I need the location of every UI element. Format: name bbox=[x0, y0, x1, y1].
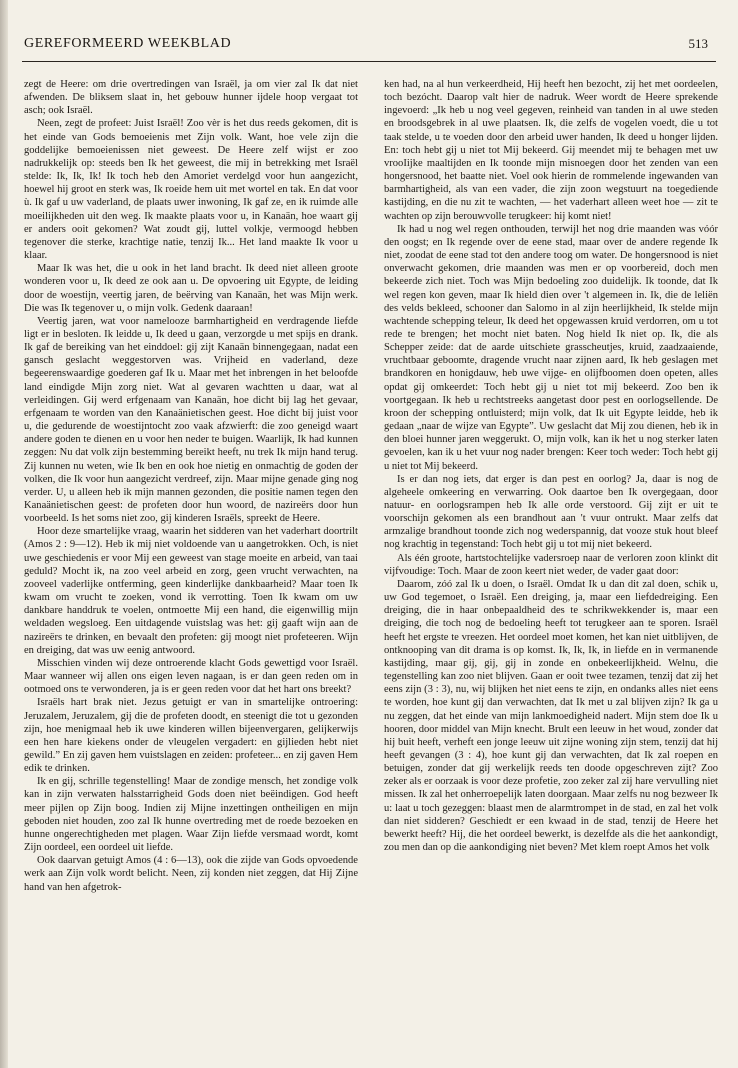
publication-title: GEREFORMEERD WEEKBLAD bbox=[24, 36, 232, 51]
page-header bbox=[22, 36, 714, 62]
paragraph: Misschien vinden wij deze ontroerende klacht Gods gewettigd voor Israël. Maar wanneer wij allen ons eigen leven nagaan, is er dan geen reden om in ootmoed ons te verwonderen, ja is er geen reden voor dat het hart ons breekt? bbox=[24, 657, 358, 696]
paragraph: Is er dan nog iets, dat erger is dan pest en oorlog? Ja, daar is nog de algeheele omkeering en verwarring. Ook daartoe ben Ik overgegaan, door natuur- en oorlogsrampen heb Ik alle orde verstoord. Gij zijt er uit te voorschijn gekomen als een brandhout aan 't vuur ontrukt. Maar zelfs dat armzalige brandhout toonde zich nog wederspannig, dat vooze stuk hout bleef nog krachtig in tegenstand: Toch hebt gij u tot mij niet bekeerd. bbox=[384, 473, 718, 551]
paragraph: Ik en gij, schrille tegenstelling! Maar de zondige mensch, het zondige volk kan in zijn verwaten halsstarrigheid Gods doen niet beëindigen. God heeft meer pijlen op Zijn boog. Indien zij Mijne inzettingen ontheiligen en mijn geboden niet houden, zoo zal Ik hunne overtreding met de roede bezoeken en hunne ongerechtigheden met plagen. Waar Zijn liefde versmaad wordt, komt Zijn oordeel, een oordeel uit liefde. bbox=[24, 776, 358, 854]
header-rule bbox=[22, 61, 716, 62]
paragraph: Ik had u nog wel regen onthouden, terwijl het nog drie maanden was vóór den oogst; en Ik regende over de eene stad, maar over de andere regende Ik niet, zoodat de eene stad tot den andere toog om water. De hongersnood is niet onverwacht gekomen, drie maanden was men er op voorbereid, doch men bekeerde zich niet. Toch was Mijn bedoeling zoo duidelijk. Ik toonde, dat Ik wel regen kon geven, maar Ik hield dien over 't algemeen in. Ik, die de leliën des velds bekleed, schooner dan Salomo in al zijn heerlijkheid, Ik stelde mijn wachtende schepping teleur, Ik deed het opgewassen kruid verdorren, om u tot rede te brengen; het mocht niet baten. Nog hield Ik niet op. Ik, die als Schepper zeide: dat de aarde uitschiete grasscheutjes, kruid, zaadzaaiende, vruchtbaar geboomte, dragende vrucht naar zijnen aard, Ik heb geslagen met brandkoren en honigdauw, heb uwe vijge- en olijfboomen doen opeten, alles opdat gij omkeerdet: Toch hebt gij u niet tot mij bekeerd. Zoo ben ik voortgegaan. Ik heb u rechtstreeks aangetast door pest en oorlogsellende. De kroon der schepping ontluisterd; mijn volk, dat Ik uit Egypte leidde, heb ik gedaan „naar de wijze van Egypte”. Uw geslacht dat Mij zou dienen, heb ik in den bloei hunner jaren weggerukt. O, mijn volk, kan ik het u nog sterker laten gevoelen, kan ik u het vuur nog nader brengen: Keer toch weder: Toch hebt gij u niet tot Mij bekeerd. bbox=[384, 223, 718, 472]
paragraph: ken had, na al hun verkeerdheid, Hij heeft hen bezocht, zij het met oordeelen, toch bezócht. Daarop valt hier de nadruk. Weer wordt de Heere sprekende ingevoerd: „Ik heb u nog veel gegeven, reinheid van tanden in al uwe steden en broodsgebrek in al uwe plaatsen. Ik, die zelfs de vogelen voedt, die u tot taak stelde, u te voeden door den arbeid uwer handen, Ik deed u honger lijden. En: toch hebt gij u niet tot Mij bekeerd. Gij meendet mij te behagen met uw vrooIijke maaltijden en Ik toonde mijn misnoegen door het zenden van een hongersnood, het baatte niet. Voel ook hierin de rommelende ingewanden van barmhartigheid, als van een vader, die zijn zoon wegstuurt na toegediende kastijding, en die nu zit te wachten, — het vaderhart alleen weet hoe — zit te wachten op zijn berouwvolle terugkeer: hij komt niet! bbox=[384, 79, 718, 222]
paragraph: Neen, zegt de profeet: Juist Israël! Zoo vèr is het dus reeds gekomen, dit is het einde van Gods bemoeienis met Zijn volk. Want, hoe vele zijn die goddelijke bemoeienissen niet geweest. De Heere zelf wijst er zoo nadrukkelijk op: steeds ben Ik het geweest, die mij in betrekking met Israël stelde: Ik, Ik, Ik! Ik toch heb den Amoriet verdelgd voor hun aangezicht, hoewel hij groot en sterk was, Ik roeide hem uit met wortel en tak. En dat voor ù. Ik gaf u uw vaderland, de plaats uwer inwoning, Ik gaf ze, en ik ruimde alle moeilijkheden uit den weg. Ik maakte plaats voor u, in Kanaän, hoe waart gij er anders ooit gekomen? Wat zoudt gij, luttel volkje, vermoogd hebben tegenover die sterke, krachtige natie, tenzij Ik... Het land maakte Ik voor u klaar. bbox=[24, 118, 358, 262]
page-number: 513 bbox=[688, 36, 708, 51]
paragraph: Maar Ik was het, die u ook in het land bracht. Ik deed niet alleen groote wonderen voor u, Ik deed ze ook aan u. De opvoering uit Egypte, de leiding door de woestijn, veertig jaren, de beërving van Kanaän, het was Mijn werk. Die was Ik tegenover u, o mijn volk. Gedenk daaraan! bbox=[24, 263, 358, 314]
binding-edge bbox=[0, 0, 8, 1068]
paragraph: zegt de Heere: om drie overtredingen van Israël, ja om vier zal Ik dat niet afwenden. De bliksem slaat in, het gebouw hunner ijdele hoop vergaat tot asch; ook Israël. bbox=[24, 79, 358, 117]
paragraph: Israëls hart brak niet. Jezus getuigt er van in smartelijke ontroering: Jeruzalem, Jeruzalem, gij die de profeten doodt, en steenigt die tot u gezonden zijn, hoe menigmaal heb ik uwe kinderen willen bijeenvergaren, gelijkerwijs een hen hare kiekens onder de vleugelen vergadert: en gijlieden hebt niet gewild.” En zij gaven hem vuistslagen en zeiden: profeteer... en zij gaven Hem edik te drinken. bbox=[24, 697, 358, 775]
paragraph: Daarom, zóó zal Ik u doen, o Israël. Omdat Ik u dan dit zal doen, schik u, uw God tegemoet, o Israël. Een dreiging, ja, maar een liefdedreiging. Een dreiging, die in haar onbepaaldheid des te schrikwekkender is, maar een dreiging, die toch nog de bedoeling heeft tot terugkeer aan te sporen. Israël heeft het ergste te vreezen. Het oordeel moet komen, het kan niet uitblijven, de ontknooping van dit drama is op komst. Ik, Ik, Ik, in liefde en in vermanende kastijding, maar gij, gij, gij in zonde en onbekeerlijkheid. Welnu, die tegenstelling kan zoo niet blijven. Gaan er ooit twee tezamen, tenzij dat zij het eens zijn (3 : 3), nu, wij blijken het niet eens te zijn, en ondanks alles niet eens te worden, hoe kunt gij dan verwachten, dat Ik met u zal blijven zijn? Ik ga u nu zeggen, dat het einde van mijn lankmoedigheid nadert. Mijn stem doe Ik u hooren, door middel van Mijn knecht. Brult een leeuw in het woud, zonder dat hij buit heeft, verheft een jonge leeuw uit zijne woning zijn stem, tenzij dat hij heeft gevangen (3 : 4), hoe kunt gij dan verwachten, dat Ik zal roepen en betuigen, zonder dat gij werkelijk reeds ten doode opgeschreven zijt? Zoo zeker als er oorzaak is voor deze profetie, zoo zeker zal zij hare vervulling niet missen. Ik zal het onherroepelijk laten doorgaan. Maar zelfs nu nog bezweer Ik u: laat u toch gezeggen: blaast men de alarmtrompet in de stad, en zal het volk dan niet sidderen? Geschiedt er een kwaad in de stad, tenzij de Heere het bewerkt heeft? Hij, die het oordeel bewerkt, is dezelfde als die het aankondigt, zou men dan op die aankondiging niet beven? Met klem roept Amos het volk bbox=[384, 578, 718, 854]
paragraph: Ook daarvan getuigt Amos (4 : 6—13), ook die zijde van Gods opvoedende werk aan Zijn volk wordt belicht. Neen, zij konden niet zeggen, dat Hij Zijne hand van hen afgetrok- bbox=[24, 855, 358, 893]
paragraph: Hoor deze smartelijke vraag, waarin het sidderen van het vaderhart doortrilt (Amos 2 : 9—12). Heb ik mij niet voldoende van u aangetrokken. Och, is niet uwe geschiedenis er voor Mij een geweest van stage moeite en arbeid, van taai geduld? Mocht ik, na zoo veel arbeid en zorg, geen vrucht verwachten, na zooveel vaderlijke ontferming, geen kinderlijke dankbaarheid? Maar toen Ik kwam om vrucht te zoeken, vond ik verrotting. Toen Ik kwam om uw dankbare handdruk te voelen, ontmoette Mij een hand, die eigenwillig mijn weldaden wegsloeg. Een uitdagende vuistslag was het: gij gaaft wijn aan de nazireërs te drinken, en bevaalt den profeten: gij moogt niet profeteeren. Wijn en dreiging, dat was uw eenig antwoord. bbox=[24, 526, 358, 656]
left-column bbox=[24, 78, 358, 1053]
right-column bbox=[384, 78, 718, 1053]
paragraph: Als één groote, hartstochtelijke vadersroep naar de verloren zoon klinkt dit vijfvoudige: Toch. Maar de zoon keert niet weder, de vader gaat door: bbox=[384, 552, 718, 577]
paragraph: Veertig jaren, wat voor namelooze barmhartigheid en verdragende liefde ligt er in besloten. Ik leidde u, Ik deed u gaan, verzorgde u met spijs en drank. Ik gaf de bereiking van het einddoel: gij zijt Kanaän binnengegaan, nadat een gansch geslacht weggestorven was. Vrijheid en vaderland, deze begeerenswaardige goederen gaf Ik u. Maar met het inbrengen in het beloofde land eindigde Mijn zorg niet. Wat al gevaren wachtten u daar, wat al verleidingen. Gij werd erfgenaam van Kanaän, hoe dicht bij lag het gevaar, erfgenaam te worden van den Kanaänietischen geest. Hoe dicht bij juist voor u, die gedurende de woestijntocht zoo vaak afzwierft: die zoo geneigd waart andere goden te dienen en u voor hen neder te buigen. Waarlijk, Ik had kunnen zeggen: Nu dat volk zijn bestemming bereikt heeft, nu trek Ik mijn hand terug. Zij kunnen nu weten, wie Ik ben en ook hoe nietig en onmachtig de goden der volken, die Ik voor hun aangezicht verdreef, zijn. Maar mijne genade ging nog verder. U, u alleen heb ik mijn mannen gezonden, die positie namen tegen den Kanaänietischen geest: de profeten door hun woord, de nazireërs door hun voorbeeld. Is het soms niet zoo, gij kinderen Israëls, spreekt de Heere. bbox=[24, 315, 358, 525]
